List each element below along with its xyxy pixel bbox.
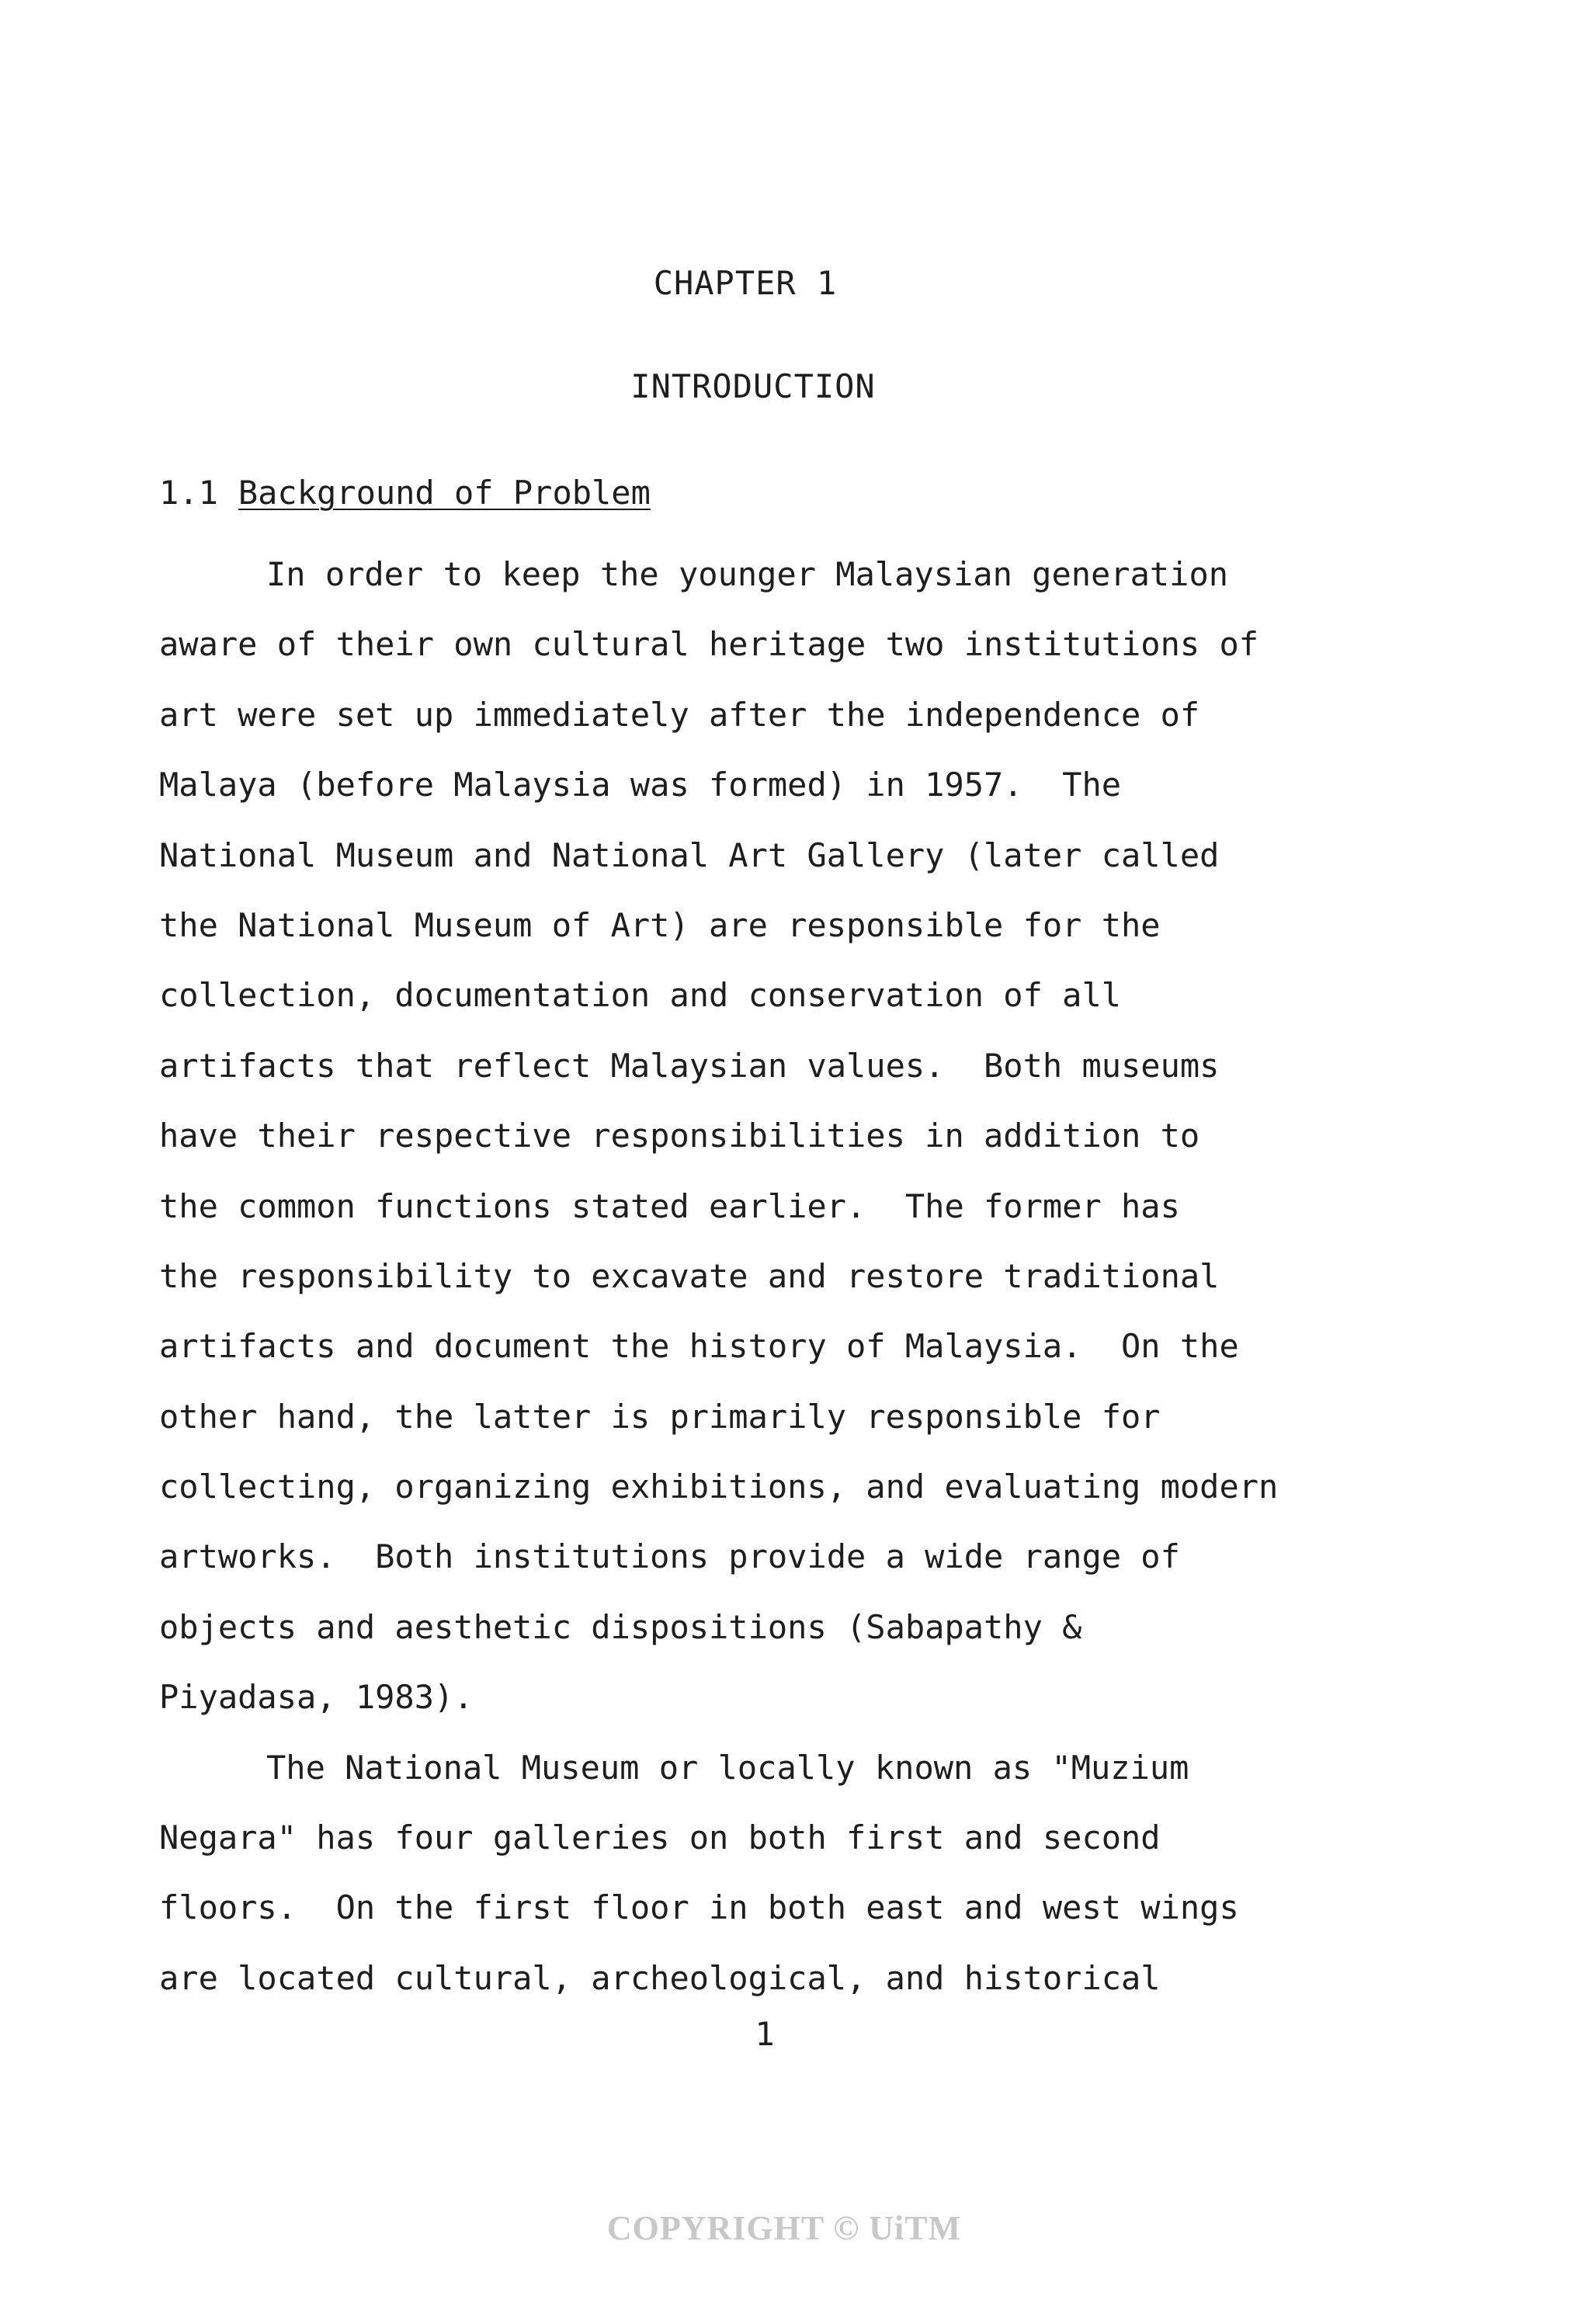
paragraph-1-line: artworks. Both institutions provide a wide range of bbox=[159, 1537, 1180, 1576]
paragraph-1-line: the National Museum of Art) are responsible for the bbox=[159, 905, 1161, 944]
page-number: 1 bbox=[755, 2015, 775, 2053]
section-title: Background of Problem bbox=[238, 474, 651, 512]
chapter-number: CHAPTER 1 bbox=[653, 264, 838, 302]
section-number: 1.1 bbox=[159, 474, 218, 512]
paragraph-1-line: other hand, the latter is primarily responsible for bbox=[159, 1397, 1161, 1436]
paragraph-1-line: collecting, organizing exhibitions, and evaluating modern bbox=[159, 1468, 1279, 1506]
paragraph-1-line: Piyadasa, 1983). bbox=[159, 1678, 474, 1717]
paragraph-1-line: National Museum and National Art Gallery (later called bbox=[159, 835, 1220, 874]
paragraph-1-line: In order to keep the younger Malaysian generation bbox=[266, 555, 1229, 593]
paragraph-1-line: art were set up immediately after the independence of bbox=[159, 695, 1200, 734]
paragraph-1-line: the common functions stated earlier. The former has bbox=[159, 1186, 1180, 1225]
paragraph-1-line: Malaya (before Malaysia was formed) in 1957. The bbox=[159, 766, 1122, 804]
paragraph-1-line: artifacts and document the history of Malaysia. On the bbox=[159, 1327, 1239, 1366]
section-heading bbox=[159, 470, 651, 516]
paragraph-1-line: objects and aesthetic dispositions (Sabapathy & bbox=[159, 1607, 1082, 1646]
paragraph-2-line: Negara" has four galleries on both first and second bbox=[159, 1819, 1161, 1857]
chapter-title: INTRODUCTION bbox=[630, 367, 876, 405]
paragraph-1-line: the responsibility to excavate and restore traditional bbox=[159, 1256, 1220, 1295]
paragraph-2-line: are located cultural, archeological, and historical bbox=[159, 1958, 1161, 1997]
paragraph-1-line: aware of their own cultural heritage two institutions of bbox=[159, 625, 1259, 664]
paragraph-1-line: artifacts that reflect Malaysian values. Both museums bbox=[159, 1046, 1220, 1085]
paragraph-2-line: The National Museum or locally known as "Muzium bbox=[266, 1748, 1189, 1787]
paragraph-1-line: collection, documentation and conservation of all bbox=[159, 976, 1122, 1015]
body-text bbox=[159, 540, 1432, 2013]
paragraph-2-line: floors. On the first floor in both east and west wings bbox=[159, 1888, 1239, 1927]
copyright-watermark: COPYRIGHT © UiTM bbox=[606, 2209, 962, 2247]
paragraph-1-line: have their respective responsibilities in addition to bbox=[159, 1117, 1200, 1155]
